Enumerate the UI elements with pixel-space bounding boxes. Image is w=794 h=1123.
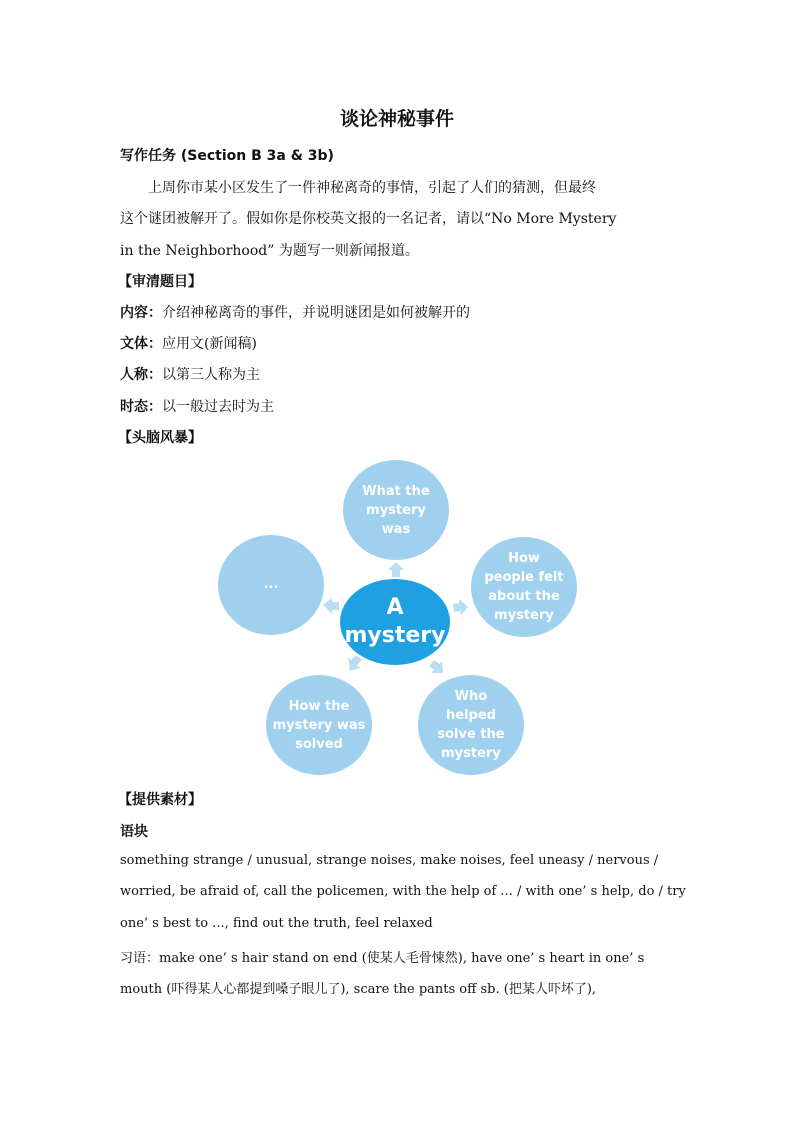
task-line-3: in the Neighborhood” 为题写一则新闻报道。 [120,243,419,259]
section-material-heading: 【提供素材】 [118,792,202,808]
genre-label: 文体： [120,336,162,352]
idioms-line-2: mouth (吓得某人心都提到嗓子眼儿了), scare the pants off sb. (把某人吓坏了), [120,982,597,997]
node-how-people-felt: How people felt about the mystery [471,537,577,637]
node-how-solved: How the mystery was solved [266,675,372,775]
section-review-heading: 【审清题目】 [118,274,202,290]
review-genre [120,333,680,353]
review-person [120,364,680,384]
arrow-down-left-icon [348,655,362,671]
node-who-helped: Who helped solve the mystery [418,675,524,775]
node-center: A mystery [340,579,450,665]
node-what-mystery: What the mystery was [343,460,449,560]
review-content [120,302,680,322]
mind-map [210,455,580,775]
genre-value: 应用文(新闻稿) [162,336,257,352]
chunks-line-2: worried, be afraid of, call the policemen, with the help of ... / with one’ s help, do / try [120,884,686,899]
idioms-line-1: 习语：make one’ s hair stand on end (使某人毛骨悚然), have one’ s heart in one’ s [120,951,645,966]
content-label: 内容： [120,305,162,321]
person-label: 人称： [120,367,162,383]
content-value: 介绍神秘离奇的事件，并说明谜团是如何被解开的 [162,305,470,321]
node-ellipsis [218,535,324,635]
tense-value: 以一般过去时为主 [162,399,274,415]
person-value: 以第三人称为主 [162,367,260,383]
node-ellipsis-text: ... [263,577,279,592]
chunks-line-3: one’ s best to ..., find out the truth, feel relaxed [120,916,433,931]
chunks-line-1: something strange / unusual, strange noises, make noises, feel uneasy / nervous / [120,853,659,868]
chunks-heading: 语块 [120,824,148,840]
task-line-1: 上周你市某小区发生了一件神秘离奇的事情，引起了人们的猜测，但最终 [148,180,596,196]
task-heading: 写作任务 (Section B 3a & 3b) [120,148,334,164]
section-brainstorm-heading: 【头脑风暴】 [118,430,202,446]
task-line-2: 这个谜团被解开了。假如你是你校英文报的一名记者，请以“No More Mystery [120,211,617,227]
tense-label: 时态： [120,399,162,415]
arrow-down-right-icon [429,660,443,673]
arrow-up-icon [388,562,404,577]
review-tense [120,396,680,416]
arrow-right-icon [453,599,468,615]
page-title: 谈论神秘事件 [339,108,454,130]
arrow-left-icon [323,598,339,614]
